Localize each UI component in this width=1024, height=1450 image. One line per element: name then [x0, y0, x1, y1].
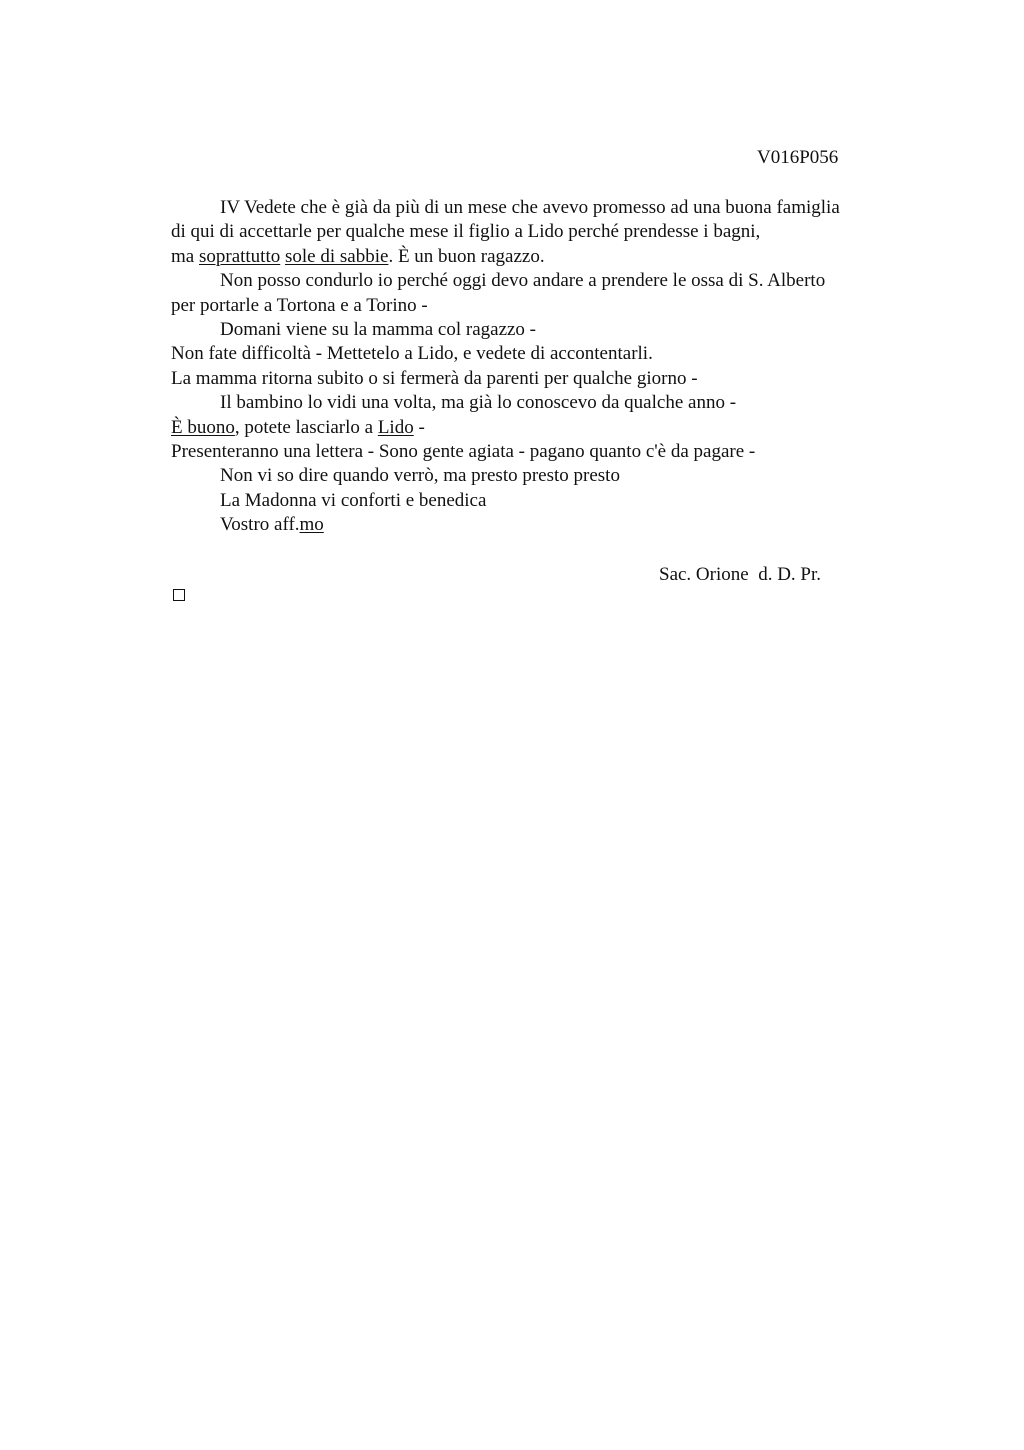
text-segment: Vostro aff.: [220, 514, 300, 536]
letter-body: [171, 196, 931, 537]
letter-line: [171, 245, 931, 269]
letter-line: La mamma ritorna subito o si fermerà da parenti per qualche giorno -: [171, 367, 698, 389]
letter-line: per portarle a Tortona e a Torino -: [171, 294, 428, 316]
underlined-text: soprattutto: [198, 245, 281, 267]
letter-line: Non vi so dire quando verrò, ma presto presto presto: [220, 465, 620, 487]
signature: Sac. Orione d. D. Pr.: [659, 564, 822, 585]
text-segment: -: [413, 416, 425, 438]
text-segment: ma: [171, 245, 199, 267]
underlined-text: sole di sabbie: [285, 245, 389, 267]
end-of-page-box-icon: [173, 589, 185, 601]
letter-line: Presenteranno una lettera - Sono gente agiata - pagano quanto c'è da pagare -: [171, 440, 756, 462]
letter-line: IV Vedete che è già da più di un mese che avevo promesso ad una buona famiglia: [220, 197, 840, 218]
underlined-text: È buono: [171, 416, 235, 438]
letter-line: [171, 513, 931, 537]
letter-line: di qui di accettarle per qualche mese il figlio a Lido perché prendesse i bagni,: [171, 221, 761, 243]
underlined-text: mo: [299, 514, 324, 536]
letter-line: Non posso condurlo io perché oggi devo andare a prendere le ossa di S. Alberto: [220, 270, 826, 292]
page-code: V016P056: [757, 147, 839, 168]
letter-line: Domani viene su la mamma col ragazzo -: [220, 318, 537, 340]
letter-line: Non fate difficoltà - Mettetelo a Lido, e vedete di accontentarli.: [171, 343, 653, 365]
text-segment: . È un buon ragazzo.: [388, 245, 545, 267]
letter-line: La Madonna vi conforti e benedica: [220, 489, 487, 511]
text-segment: , potete lasciarlo a: [234, 416, 378, 438]
underlined-text: Lido: [377, 416, 414, 438]
letter-line: [171, 416, 931, 440]
letter-line: Il bambino lo vidi una volta, ma già lo conoscevo da qualche anno -: [220, 392, 737, 414]
